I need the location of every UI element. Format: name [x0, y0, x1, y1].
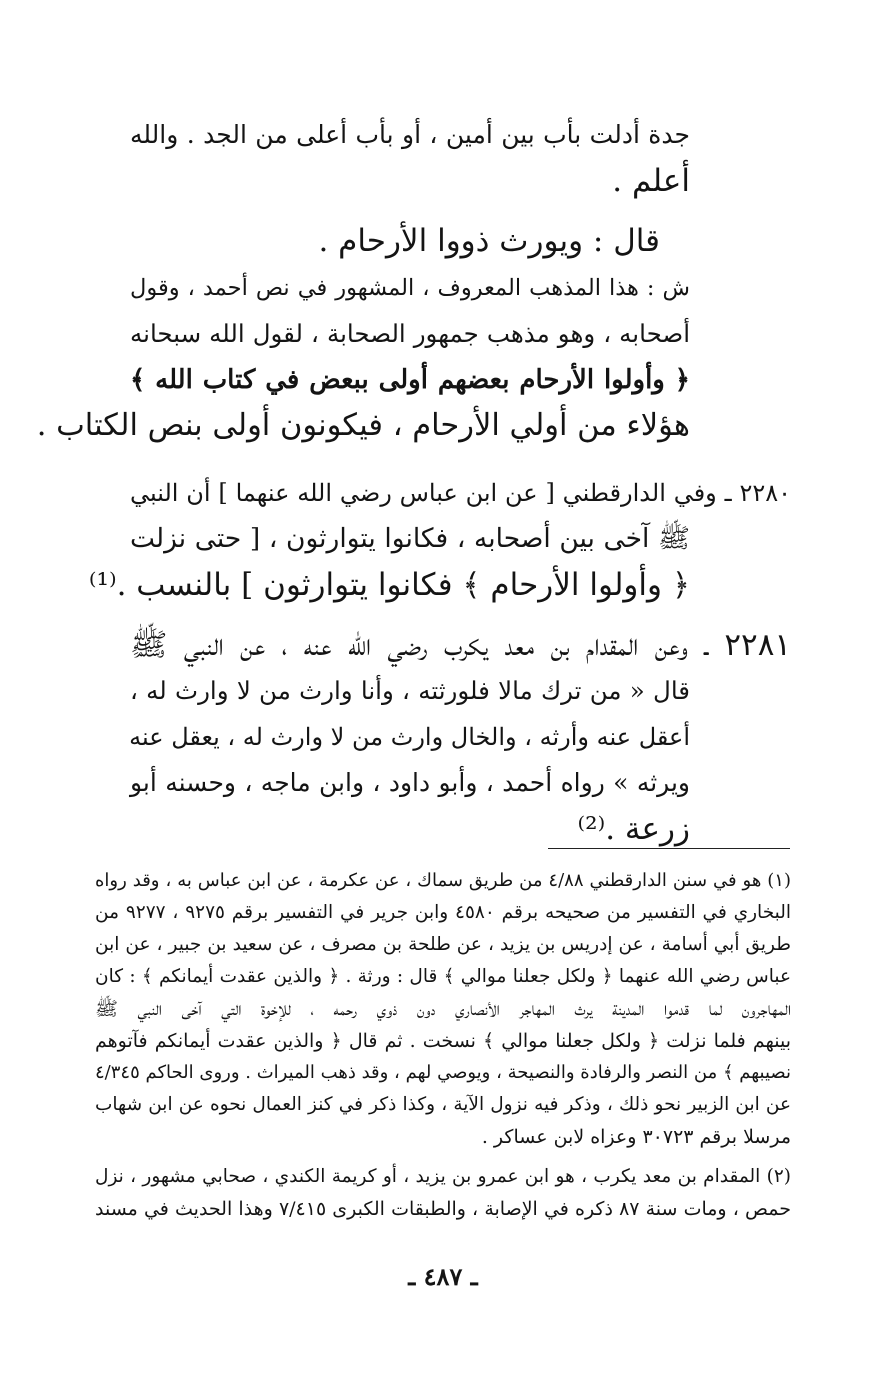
- footnote-separator: [548, 848, 790, 849]
- text-line: أعلم .: [612, 163, 690, 199]
- text-line: أعقل عنه وأرثه ، والخال وارث من لا وارث له ، يعقل عنه: [129, 723, 690, 751]
- footnote-line: طريق أبي أسامة ، عن إدريس بن يزيد ، عن طلحة بن مصرف ، عن سعيد بن جبير ، عن ابن: [95, 934, 791, 955]
- hadith-2281-line: ٢٢٨١ ـ وعن المقدام بن معد يكرب رضي الله عنه ، عن النبي ﷺ: [130, 627, 791, 663]
- footnote-line: (١) هو في سنن الدارقطني ٤/٨٨ من طريق سماك ، عن عكرمة ، عن ابن عباس به ، وقد رواه: [95, 870, 791, 891]
- text-line: ﷺ آخى بين أصحابه ، فكانوا يتوارثون ، [ حتى نزلت: [130, 523, 690, 554]
- text-line: هؤلاء من أولي الأرحام ، فيكونون أولى بنص الكتاب .: [36, 408, 690, 443]
- footnote-line: نصيبهم ﴾ من النصر والرفادة والنصيحة ، ويوصي لهم ، وقد ذهب الميراث . وروى الحاكم ٤/٣٤٥: [95, 1062, 791, 1083]
- footnote-line: البخاري في التفسير من صحيحه برقم ٤٥٨٠ وابن جرير في التفسير برقم ٩٢٧٥ ، ٩٢٧٧ من: [95, 902, 791, 923]
- text-line: زرعة .⁽²⁾: [577, 811, 690, 847]
- text-line: أصحابه ، وهو مذهب جمهور الصحابة ، لقول الله سبحانه: [130, 319, 690, 348]
- hadith-2280-line: ٢٢٨٠ ـ وفي الدارقطني [ عن ابن عباس رضي الله عنهما ] أن النبي: [130, 479, 791, 507]
- footnote-line: حمص ، ومات سنة ٨٧ ذكره في الإصابة ، والطبقات الكبرى ٧/٤١٥ وهذا الحديث في مسند: [95, 1198, 791, 1220]
- text-line: ﴿ وأولوا الأرحام ﴾ فكانوا يتوارثون ] بالنسب .⁽¹⁾: [88, 567, 690, 603]
- footnote-line: عباس رضي الله عنهما ﴿ ولكل جعلنا موالي ﴾ قال : ورثة . ﴿ والذين عقدت أيمانكم ﴾ : كان: [95, 966, 791, 987]
- footnote-line: بينهم فلما نزلت ﴿ ولكل جعلنا موالي ﴾ نسخت . ثم قال ﴿ والذين عقدت أيمانكم فآتوهم: [95, 1030, 791, 1052]
- footnote-line: عن ابن الزبير نحو ذلك ، وذكر فيه نزول الآية ، وكذا ذكر في كنز العمال نحوه عن ابن شهاب: [95, 1094, 791, 1115]
- text-line: قال : ويورث ذووا الأرحام .: [318, 223, 660, 259]
- text-line: جدة أدلت بأب بين أمين ، أو بأب أعلى من الجد . والله: [130, 120, 690, 149]
- text-line: قال « من ترك مالا فلورثته ، وأنا وارث من لا وارث له ،: [130, 676, 690, 705]
- page-number: ـ ٤٨٧ ـ: [408, 1262, 478, 1291]
- quran-verse-line: ﴿ وأولوا الأرحام بعضهم أولى ببعض في كتاب الله ﴾: [130, 365, 690, 395]
- footnote-line: (٢) المقدام بن معد يكرب ، هو ابن عمرو بن يزيد ، أو كريمة الكندي ، صحابي مشهور ، نزل: [95, 1166, 791, 1187]
- text-line: ويرثه » رواه أحمد ، وأبو داود ، وابن ماجه ، وحسنه أبو: [130, 768, 690, 797]
- footnote-line: المهاجرون لما قدموا المدينة يرث المهاجر الأنصاري دون ذوي رحمه ، للإخوة التي آخى النبي ﷺ: [95, 998, 791, 1020]
- text-line: ش : هذا المذهب المعروف ، المشهور في نص أحمد ، وقول: [130, 275, 690, 301]
- footnote-line: مرسلا برقم ٣٠٧٢٣ وعزاه لابن عساكر .: [481, 1126, 791, 1148]
